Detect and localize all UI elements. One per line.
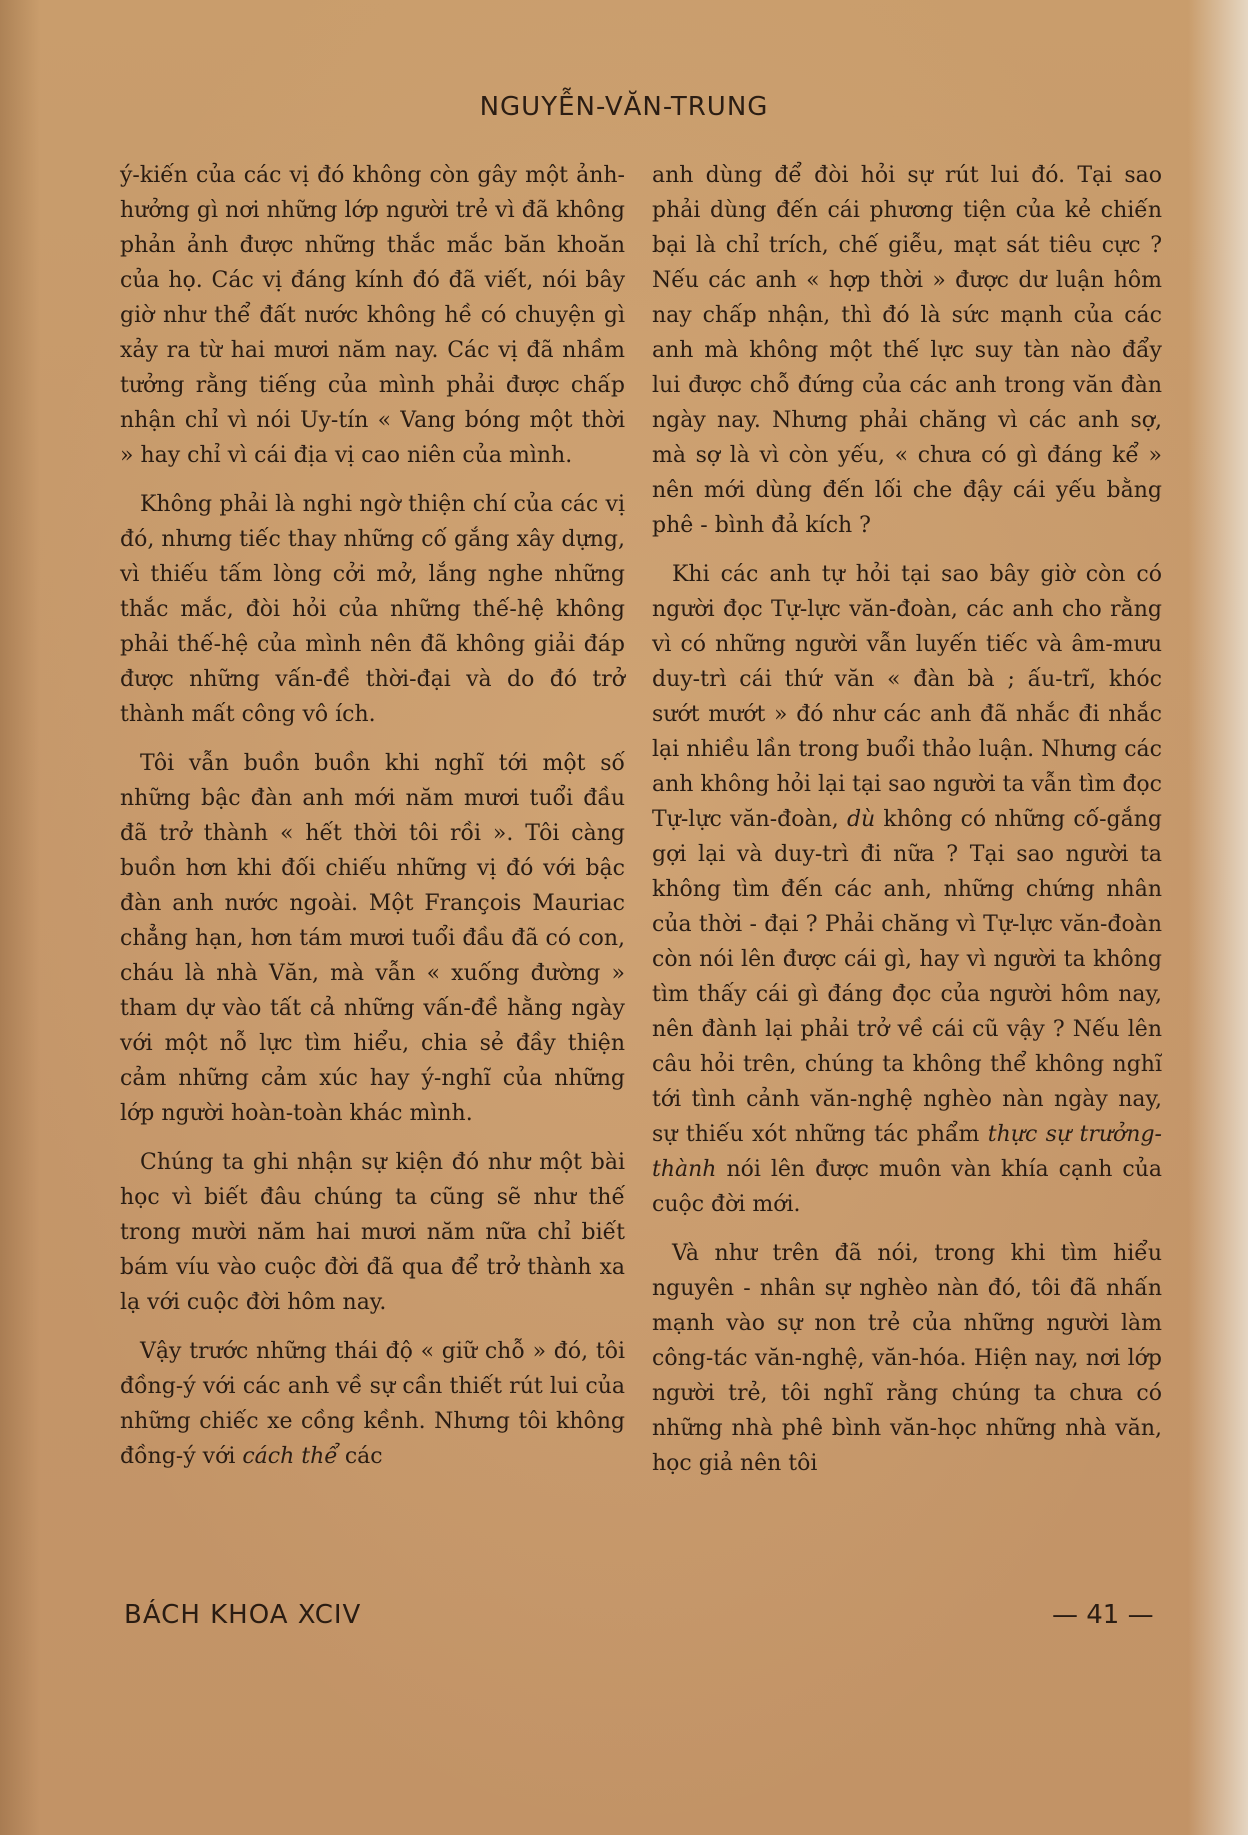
italic-text: thực sự trưởng-thành [652,1122,1162,1182]
paragraph [120,1334,625,1474]
paragraph: Tôi vẫn buồn buồn khi nghĩ tới một số những bậc đàn anh mới năm mươi tuổi đầu đã trở thành « hết thời tôi rồi ». Tôi càng buồn hơn khi đối chiếu những vị đó với bậc đàn anh nước ngoài. Một François Mauriac chẳng hạn, hơn tám mươi tuổi đầu đã có con, cháu là nhà Văn, mà vẫn « xuống đường » tham dự vào tất cả những vấn-đề hằng ngày với một nỗ lực tìm hiểu, chia sẻ đầy thiện cảm những cảm xúc hay ý-nghĩ của những lớp người hoàn-toàn khác mình. [120,751,625,1126]
paragraph: Không phải là nghi ngờ thiện chí của các vị đó, nhưng tiếc thay những cố gắng xây dựng, vì thiếu tấm lòng cởi mở, lắng nghe những thắc mắc, đòi hỏi của những thế-hệ không phải thế-hệ của mình nên đã không giải đáp được những vấn-đề thời-đại và do đó trở thành mất công vô ích. [120,492,625,727]
paragraph: ý-kiến của các vị đó không còn gây một ảnh-hưởng gì nơi những lớp người trẻ vì đã không phản ảnh được những thắc mắc băn khoăn của họ. Các vị đáng kính đó đã viết, nói bây giờ như thể đất nước không hề có chuyện gì xảy ra từ hai mươi năm nay. Các vị đã nhầm tưởng rằng tiếng của mình phải được chấp nhận chỉ vì nói Uy-tín « Vang bóng một thời » hay chỉ vì cái địa vị cao niên của mình. [120,163,625,468]
right-column [652,158,1162,1481]
left-column [120,158,625,1474]
page-number: — 41 — [1052,1600,1154,1630]
text-run: Vậy trước những thái độ « giữ chỗ » đó, tôi đồng-ý với các anh về sự cần thiết rút lui của những chiếc xe cồng kềnh. Nhưng tôi không đồng-ý với [120,1339,625,1469]
page-edge-stain [0,0,40,1835]
text-run: Khi các anh tự hỏi tại sao bây giờ còn có người đọc Tự-lực văn-đoàn, các anh cho rằng vì có những người vẫn luyến tiếc và âm-mưu duy-trì cái thứ văn « đàn bà ; ấu-trĩ, khóc sướt mướt » đó như các anh đã nhắc đi nhắc lại nhiều lần trong buổi thảo luận. Nhưng các anh không hỏi lại tại sao người ta vẫn tìm đọc Tự-lực văn-đoàn, [652,562,1162,832]
paragraph: anh dùng để đòi hỏi sự rút lui đó. Tại sao phải dùng đến cái phương tiện của kẻ chiến bại là chỉ trích, chế giễu, mạt sát tiêu cực ? Nếu các anh « hợp thời » được dư luận hôm nay chấp nhận, thì đó là sức mạnh của các anh mà không một thế lực suy tàn nào đẩy lui được chỗ đứng của các anh trong văn đàn ngày nay. Nhưng phải chăng vì các anh sợ, mà sợ là vì còn yếu, « chưa có gì đáng kể » nên mới dùng đến lối che đậy cái yếu bằng phê - bình đả kích ? [652,163,1162,538]
running-header-author: NGUYỄN-VĂN-TRUNG [479,92,769,122]
paragraph: Và như trên đã nói, trong khi tìm hiểu nguyên - nhân sự nghèo nàn đó, tôi đã nhấn mạnh vào sự non trẻ của những người làm công-tác văn-nghệ, văn-hóa. Hiện nay, nơi lớp người trẻ, tôi nghĩ rằng chúng ta chưa có những nhà phê bình văn-học những nhà văn, học giả nên tôi [652,1241,1162,1476]
journal-footer: BÁCH KHOA XCIV [124,1600,362,1630]
page-edge-highlight [1188,0,1248,1835]
text-run: các [337,1444,383,1469]
text-run: nói lên được muôn vàn khía cạnh của cuộc đời mới. [652,1157,1162,1217]
text-run: không có những cố-gắng gợi lại và duy-trì đi nữa ? Tại sao người ta không tìm đến các anh, những chứng nhân của thời - đại ? Phải chăng vì Tự-lực văn-đoàn còn nói lên được cái gì, hay vì người ta không tìm thấy cái gì đáng đọc của người hôm nay, nên đành lại phải trở về cái cũ vậy ? Nếu lên câu hỏi trên, chúng ta không thể không nghĩ tới tình cảnh văn-nghệ nghèo nàn ngày nay, sự thiếu xót những tác phẩm [652,807,1162,1147]
italic-text: dù [846,807,876,832]
paragraph [652,557,1162,1222]
italic-text: cách thể [242,1444,338,1469]
paragraph: Chúng ta ghi nhận sự kiện đó như một bài học vì biết đâu chúng ta cũng sẽ như thế trong mười năm hai mươi năm nữa chỉ biết bám víu vào cuộc đời đã qua để trở thành xa lạ với cuộc đời hôm nay. [120,1150,625,1315]
